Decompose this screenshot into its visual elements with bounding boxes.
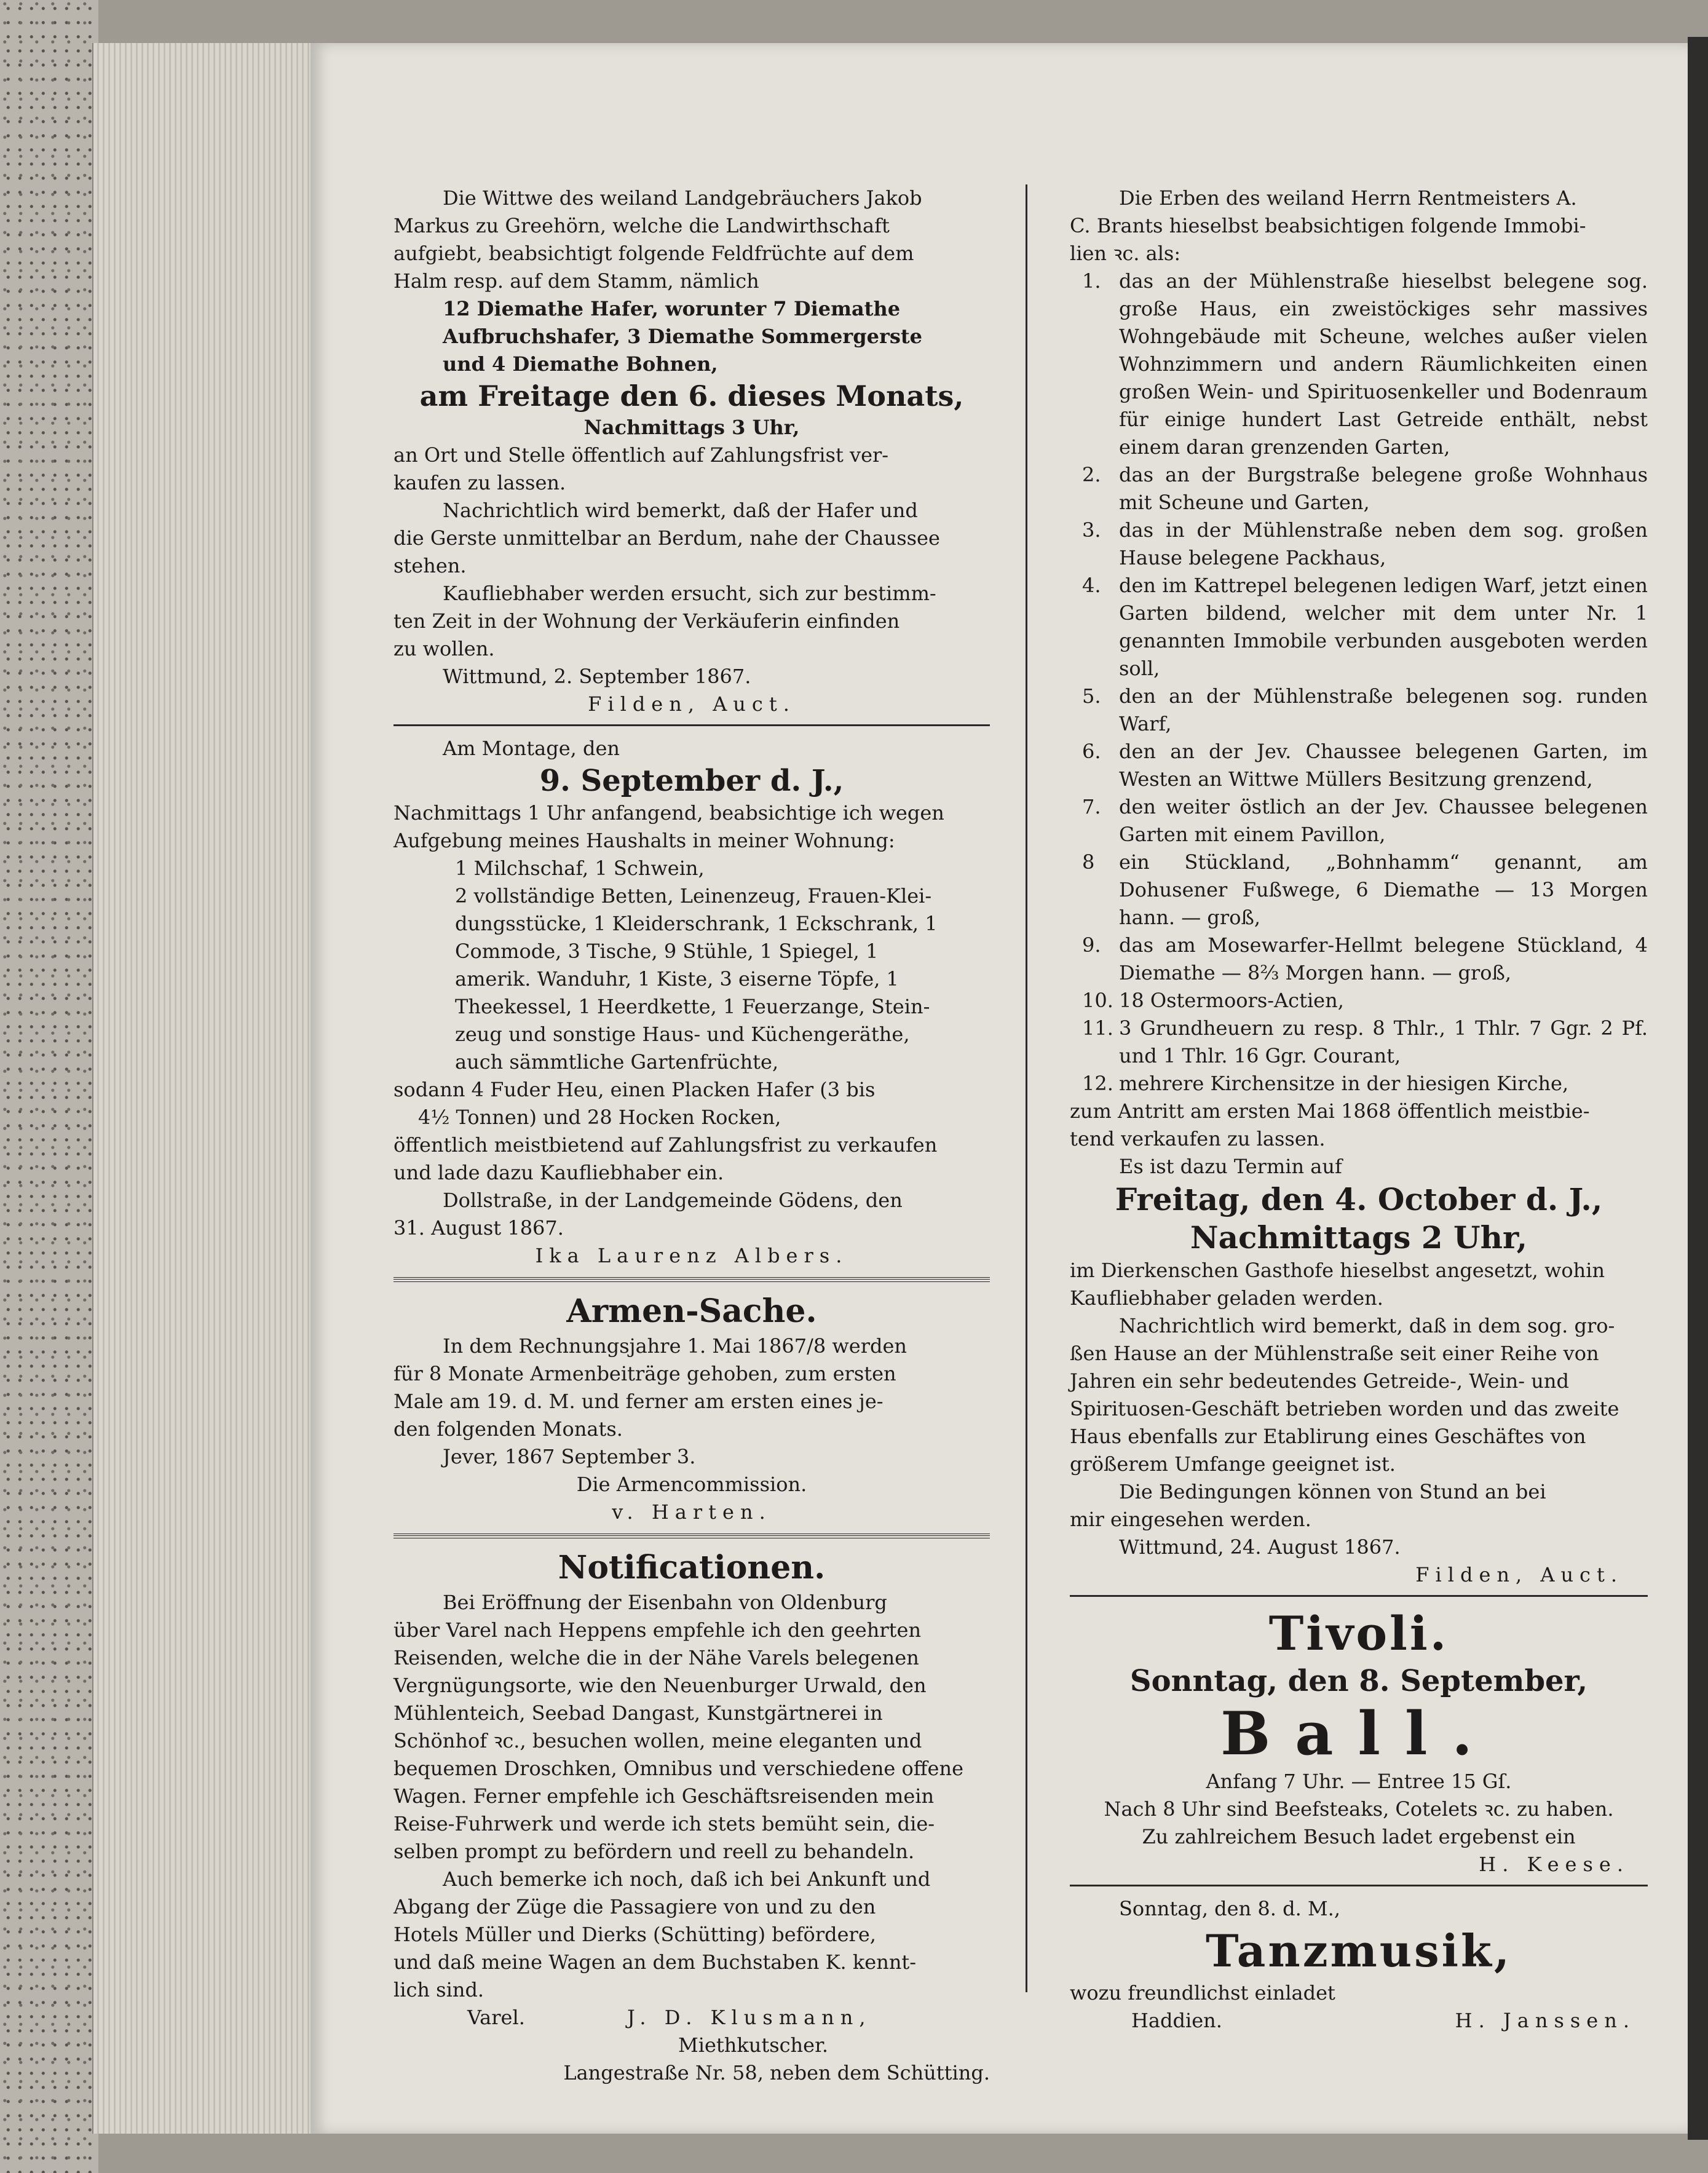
text-line: tend verkaufen zu lassen. — [1070, 1127, 1326, 1150]
text-line: Die Wittwe des weiland Landgebräuchers Jakob — [443, 186, 922, 210]
text-line: zum Antritt am ersten Mai 1868 öffentlich meistbie- — [1070, 1099, 1590, 1123]
notice-dance-music — [1070, 1895, 1648, 2035]
property-item — [1070, 267, 1648, 461]
text-line: sodann 4 Fuder Heu, einen Placken Hafer (3 bis — [393, 1078, 876, 1101]
text-line: 4½ Tonnen) und 28 Hocken Rocken, — [418, 1106, 781, 1129]
text-line: Abgang der Züge die Passagiere von und zu den — [393, 1895, 876, 1918]
item-line: Theekessel, 1 Heerdkette, 1 Feuerzange, Stein- — [455, 995, 930, 1018]
signature: Filden, Auct. — [1415, 1563, 1623, 1586]
property-item — [1070, 572, 1648, 683]
text-line: an Ort und Stelle öffentlich auf Zahlungsfrist ver- — [393, 443, 889, 467]
property-item — [1070, 738, 1648, 793]
text-line: Vergnügungsorte, wie den Neuenburger Urwald, den — [393, 1674, 927, 1697]
occupation: Miethkutscher. — [678, 2033, 829, 2057]
page-stack-edge — [92, 43, 315, 2134]
item-line: 1 Milchschaf, 1 Schwein, — [455, 857, 705, 880]
property-item — [1070, 849, 1648, 932]
place-date: Jever, 1867 September 3. — [443, 1445, 696, 1468]
notice-rule — [1070, 1885, 1648, 1886]
sale-date: am Freitage den 6. dieses Monats, — [419, 379, 964, 413]
item-line: Commode, 3 Tische, 9 Stühle, 1 Spiegel, 1 — [455, 940, 879, 963]
goods-line: und 4 Diemathe Bohnen, — [443, 352, 718, 376]
text-line: lien ꝛc. als: — [1070, 242, 1181, 265]
office: Die Armencommission. — [576, 1473, 807, 1496]
address: Langestraße Nr. 58, neben dem Schütting. — [563, 2061, 990, 2084]
text-line: Halm resp. auf dem Stamm, nämlich — [393, 269, 759, 293]
text-line: Spirituosen-Geschäft betrieben worden und das zweite — [1070, 1397, 1619, 1420]
text-line: 31. August 1867. — [393, 1216, 564, 1240]
property-number: 9. — [1082, 933, 1101, 957]
text-line: Auch bemerke ich noch, daß ich bei Ankunft und — [443, 1867, 931, 1891]
property-text: 3 Grundheuern zu resp. 8 Thlr., 1 Thlr. 7 Ggr. 2 Pf. und 1 Thlr. 16 Ggr. Courant, — [1119, 1016, 1648, 1067]
signature: J. D. Klusmann, — [627, 2006, 872, 2029]
property-item — [1070, 683, 1648, 738]
property-item — [1070, 987, 1648, 1015]
text-line: zu wollen. — [393, 637, 495, 660]
property-list — [1070, 267, 1648, 1098]
signature-line — [1070, 2007, 1648, 2035]
property-number: 2. — [1082, 463, 1101, 486]
auction-time: Nachmittags 2 Uhr, — [1190, 1219, 1528, 1256]
property-number: 6. — [1082, 740, 1101, 763]
text-line: ßen Hause an der Mühlenstraße seit einer Reihe von — [1070, 1342, 1599, 1365]
text-line: Markus zu Greehörn, welche die Landwirthschaft — [393, 214, 890, 237]
property-number: 10. — [1082, 989, 1113, 1012]
heading: Notificationen. — [558, 1549, 826, 1586]
property-text: den weiter östlich an der Jev. Chaussee belegenen Garten mit einem Pavillon, — [1119, 795, 1648, 846]
property-text: ein Stückland, „Bohnhamm“ genannt, am Dohusener Fußwege, 6 Diemathe — 13 Morgen hann. — groß, — [1119, 850, 1648, 929]
text-line: Es ist dazu Termin auf — [1119, 1155, 1342, 1178]
notice-rule — [1070, 1595, 1648, 1597]
event-food: Nach 8 Uhr sind Beefsteaks, Cotelets ꝛc. zu haben. — [1104, 1797, 1614, 1821]
event-title: Ball. — [1220, 1699, 1497, 1768]
text-line: für 8 Monate Armenbeiträge gehoben, zum ersten — [393, 1362, 896, 1385]
place: Haddien. — [1131, 2009, 1222, 2032]
item-line: zeug und sonstige Haus- und Küchengeräthe, — [455, 1023, 910, 1046]
book-cover-edge — [0, 0, 98, 2173]
item-line: amerik. Wanduhr, 1 Kiste, 3 eiserne Töpfe, 1 — [455, 967, 899, 991]
text-line: Kaufliebhaber werden ersucht, sich zur bestimm- — [443, 582, 936, 605]
text-line: mir eingesehen werden. — [1070, 1508, 1311, 1531]
notice-field-crops — [393, 184, 990, 718]
text-line: bequemen Droschken, Omnibus und verschiedene offene — [393, 1757, 964, 1780]
property-text: das am Mosewarfer-Hellmt belegene Stückland, 4 Diemathe — 8⅔ Morgen hann. — groß, — [1119, 933, 1648, 984]
property-number: 1. — [1082, 269, 1101, 293]
text-line: und lade dazu Kaufliebhaber ein. — [393, 1161, 724, 1184]
text-line: Reise-Fuhrwerk und werde ich stets bemüht sein, die- — [393, 1812, 935, 1835]
place-date: Wittmund, 2. September 1867. — [443, 665, 751, 688]
property-number: 3. — [1082, 518, 1101, 542]
text-line: C. Brants hieselbst beabsichtigen folgende Immobi- — [1070, 214, 1586, 237]
property-number: 5. — [1082, 684, 1101, 708]
property-number: 4. — [1082, 574, 1101, 597]
property-item — [1070, 1070, 1648, 1098]
property-text: den an der Jev. Chaussee belegenen Garten, im Westen an Wittwe Müllers Besitzung grenzend, — [1119, 740, 1648, 791]
text-line: Die Bedingungen können von Stund an bei — [1119, 1480, 1546, 1503]
text-line: stehen. — [393, 554, 467, 577]
property-number: 11. — [1082, 1016, 1113, 1040]
property-text: den an der Mühlenstraße belegenen sog. runden Warf, — [1119, 684, 1648, 735]
property-item — [1070, 461, 1648, 517]
property-text: das an der Mühlenstraße hieselbst belegene sog. große Haus, ein zweistöckiges sehr massives Wohngebäude mit Scheune, welches außer vielen Wohnzimmern und andern Räumlichkeiten einen großen Wein- und Spirituosenkeller und Bodenraum für einige hundert Last Getreide enthält, nebst einem daran grenzenden Garten, — [1119, 269, 1648, 459]
property-number: 8 — [1082, 850, 1095, 874]
place-date: Wittmund, 24. August 1867. — [1119, 1535, 1401, 1559]
text-line: aufgiebt, beabsichtigt folgende Feldfrüchte auf dem — [393, 242, 914, 265]
text-line: Wagen. Ferner empfehle ich Geschäftsreisenden mein — [393, 1784, 935, 1808]
event-title: Tanzmusik, — [1206, 1925, 1512, 1977]
text-line: kaufen zu lassen. — [393, 471, 566, 494]
text-line: Schönhof ꝛc., besuchen wollen, meine eleganten und — [393, 1729, 922, 1752]
property-item — [1070, 932, 1648, 987]
text-line: Male am 19. d. M. und ferner am ersten eines je- — [393, 1390, 884, 1413]
right-column — [1070, 184, 1648, 2035]
sale-time: Nachmittags 3 Uhr, — [583, 416, 800, 439]
text-line: lich sind. — [393, 1978, 484, 2001]
heading: Armen-Sache. — [566, 1292, 817, 1330]
text-line: über Varel nach Heppens empfehle ich den geehrten — [393, 1618, 922, 1642]
text-line: größerem Umfange geeignet ist. — [1070, 1452, 1396, 1476]
property-item — [1070, 517, 1648, 572]
column-divider — [1026, 184, 1027, 1992]
text-line: öffentlich meistbietend auf Zahlungsfrist zu verkaufen — [393, 1133, 938, 1157]
event-date: Sonntag, den 8. September, — [1129, 1664, 1588, 1698]
event-times: Anfang 7 Uhr. — Entree 15 Gſ. — [1206, 1770, 1512, 1793]
notice-rule — [393, 1277, 990, 1282]
text-line: Nachrichtlich wird bemerkt, daß in dem sog. gro- — [1119, 1314, 1615, 1337]
property-text: das in der Mühlenstraße neben dem sog. großen Hause belegene Packhaus, — [1119, 518, 1648, 569]
text-line: selben prompt zu befördern und reell zu behandeln. — [393, 1840, 915, 1863]
item-line: dungsstücke, 1 Kleiderschrank, 1 Eckschrank, 1 — [455, 912, 938, 935]
property-text: das an der Burgstraße belegene große Wohnhaus mit Scheune und Garten, — [1119, 463, 1648, 514]
text-line: Die Erben des weiland Herrn Rentmeisters A. — [1119, 186, 1577, 210]
text-line: Aufgebung meines Haushalts in meiner Wohnung: — [393, 829, 895, 852]
text-line: Nachrichtlich wird bemerkt, daß der Hafer und — [443, 499, 918, 522]
text-line: Dollstraße, in der Landgemeinde Gödens, den — [443, 1189, 903, 1212]
goods-line: 12 Diemathe Hafer, worunter 7 Diemathe — [443, 297, 901, 320]
venue-name: Tivoli. — [1268, 1606, 1449, 1661]
notice-tivoli-ball — [1070, 1605, 1648, 1878]
text-line: den folgenden Monats. — [393, 1417, 623, 1441]
text-line: Am Montage, den — [443, 737, 620, 760]
property-number: 12. — [1082, 1072, 1113, 1095]
text-line: Kaufliebhaber geladen werden. — [1070, 1286, 1383, 1310]
left-column — [393, 184, 990, 2087]
property-text: mehrere Kirchensitze in der hiesigen Kirche, — [1119, 1072, 1569, 1095]
property-text: 18 Ostermoors-Actien, — [1119, 989, 1344, 1012]
property-text: den im Kattrepel belegenen ledigen Warf, jetzt einen Garten bildend, welcher mit dem unter Nr. 1 genannten Immobile verbunden ausgeboten werden soll, — [1119, 574, 1648, 680]
text-line: Reisenden, welche die in der Nähe Varels belegenen — [393, 1646, 919, 1669]
sale-date: 9. September d. J., — [539, 764, 844, 798]
property-item — [1070, 1015, 1648, 1070]
text-line: die Gerste unmittelbar an Berdum, nahe der Chaussee — [393, 526, 940, 550]
text-line: Mühlenteich, Seebad Dangast, Kunstgärtnerei in — [393, 1701, 883, 1725]
signature: Ika Laurenz Albers. — [535, 1244, 848, 1267]
signature: v. Harten. — [612, 1500, 772, 1524]
event-invite: wozu freundlichst einladet — [1070, 1981, 1335, 2005]
item-line: auch sämmtliche Gartenfrüchte, — [455, 1050, 779, 1074]
text-line: In dem Rechnungsjahre 1. Mai 1867/8 werden — [443, 1334, 907, 1358]
signature: Filden, Auct. — [588, 692, 796, 716]
property-item — [1070, 793, 1648, 849]
signature: H. Keese. — [1479, 1853, 1629, 1876]
auction-date: Freitag, den 4. October d. J., — [1115, 1181, 1603, 1217]
right-page-edge — [1688, 37, 1708, 2140]
signature: H. Janssen. — [1455, 2009, 1635, 2032]
event-invite: Zu zahlreichem Besuch ladet ergebenst ein — [1142, 1825, 1576, 1848]
signature-line — [393, 2004, 990, 2032]
item-line: 2 vollständige Betten, Leinenzeug, Frauen-Klei- — [455, 884, 932, 908]
notice-poor-relief — [393, 1291, 990, 1526]
text-line: Haus ebenfalls zur Etablirung eines Geschäftes von — [1070, 1425, 1586, 1448]
text-line: Bei Eröffnung der Eisenbahn von Oldenburg — [443, 1591, 887, 1614]
notice-rule — [393, 1534, 990, 1538]
text-line: Jahren ein sehr bedeutendes Getreide-, Wein- und — [1070, 1369, 1569, 1393]
text-line: ten Zeit in der Wohnung der Verkäuferin einfinden — [393, 609, 900, 633]
event-date: Sonntag, den 8. d. M., — [1119, 1897, 1341, 1920]
text-line: im Dierkenschen Gasthofe hieselbst angesetzt, wohin — [1070, 1259, 1605, 1282]
text-line: Hotels Müller und Dierks (Schütting) befördere, — [393, 1923, 876, 1946]
text-line: und daß meine Wagen an dem Buchstaben K. kennt- — [393, 1950, 917, 1974]
notice-real-estate — [1070, 184, 1648, 1589]
place: Varel. — [467, 2006, 525, 2029]
notice-carriage-service — [393, 1547, 990, 2087]
goods-line: Aufbruchshafer, 3 Diemathe Sommergerste — [443, 325, 923, 348]
property-number: 7. — [1082, 795, 1101, 818]
text-line: Nachmittags 1 Uhr anfangend, beabsichtige ich wegen — [393, 801, 944, 825]
notice-rule — [393, 724, 990, 726]
notice-household-sale — [393, 735, 990, 1270]
